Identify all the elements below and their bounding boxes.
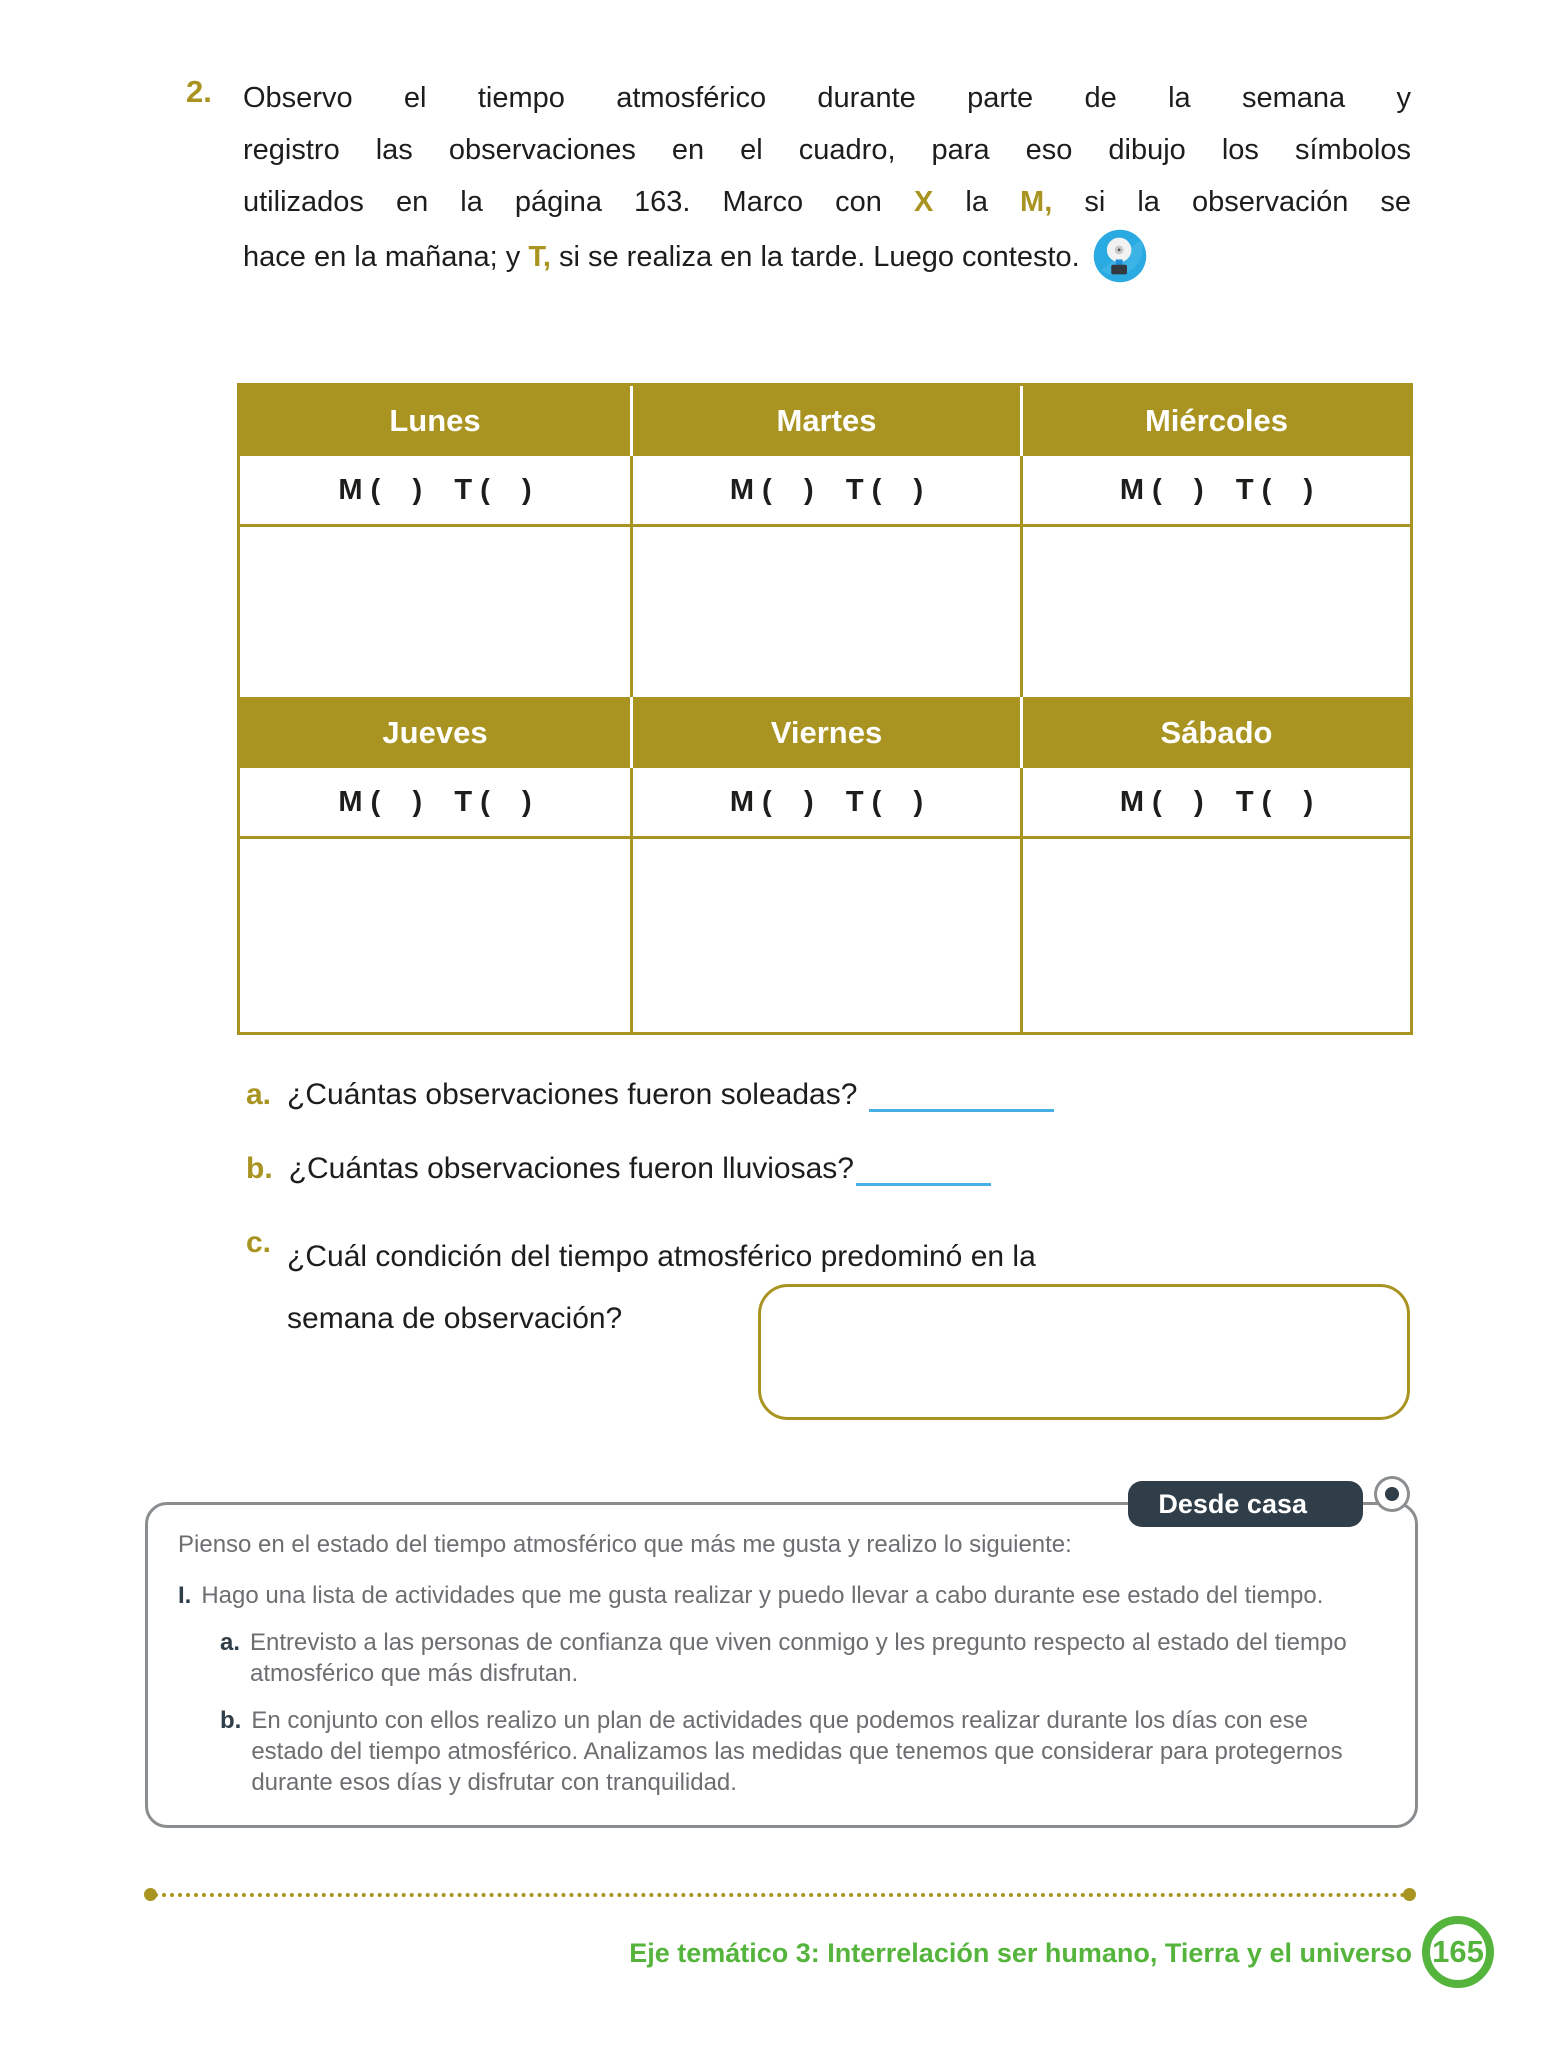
desde-casa-subitem-a xyxy=(220,1627,1385,1689)
observation-cell-miercoles[interactable] xyxy=(1020,527,1410,697)
mt-checkboxes-miercoles[interactable]: M ( ) T ( ) xyxy=(1020,456,1410,527)
marker-m: M, xyxy=(1020,186,1053,218)
observation-cell-jueves[interactable] xyxy=(240,839,630,1032)
instruction-number: 2. xyxy=(186,74,212,109)
page-number-badge xyxy=(1422,1916,1494,1988)
observation-cell-viernes[interactable] xyxy=(630,839,1020,1032)
question-c-answer-box[interactable] xyxy=(758,1284,1410,1420)
item-1-label: I. xyxy=(178,1582,192,1609)
mt-checkboxes-martes[interactable]: M ( ) T ( ) xyxy=(630,456,1020,527)
subitem-a-text: Entrevisto a las personas de confianza que viven conmigo y les pregunto respecto al estado del tiempo atmosférico que más disfrutan. xyxy=(250,1629,1347,1687)
table-header-lunes: Lunes xyxy=(240,386,630,456)
instruction-line-2: registro las observaciones en el cuadro, para eso dibujo los símbolos xyxy=(243,134,1411,166)
footer-eje-tematico: Eje temático 3: Interrelación ser humano, Tierra y el universo xyxy=(629,1938,1412,1968)
question-c-line-1: ¿Cuál condición del tiempo atmosférico predominó en la xyxy=(287,1240,1036,1273)
instruction-line-3b: la xyxy=(933,186,1021,218)
mt-checkboxes-lunes[interactable]: M ( ) T ( ) xyxy=(240,456,630,527)
marker-x: X xyxy=(914,186,934,218)
observation-cell-lunes[interactable] xyxy=(240,527,630,697)
desde-casa-box xyxy=(145,1488,1418,1828)
desde-casa-item-1 xyxy=(178,1580,1385,1611)
question-c-line-2: semana de observación? xyxy=(287,1302,623,1335)
table-header-martes: Martes xyxy=(630,386,1020,456)
question-b-answer-line[interactable] xyxy=(856,1152,991,1186)
instruction-line-3c: si la observación se xyxy=(1052,186,1412,218)
question-a xyxy=(246,1078,1054,1112)
instruction-line-4b: si se realiza en la tarde. Luego contesto. xyxy=(550,241,1080,273)
instruction-line-4a: hace en la mañana; y xyxy=(243,241,529,273)
question-a-answer-line[interactable] xyxy=(869,1078,1054,1112)
weather-observation-table xyxy=(237,383,1413,1035)
desde-casa-intro: Pienso en el estado del tiempo atmosférico que más me gusta y realizo lo siguiente: xyxy=(178,1531,1072,1558)
subitem-b-text: En conjunto con ellos realizo un plan de actividades que podemos realizar durante los días con ese estado del tiempo atmosférico. Analizamos las medidas que tenemos que considerar para protegernos durante esos días y disfrutar con tranquilidad. xyxy=(251,1707,1343,1796)
question-b-label: b. xyxy=(246,1152,273,1185)
badge-circle-icon xyxy=(1377,1479,1407,1509)
question-b xyxy=(246,1152,991,1186)
mt-checkboxes-sabado[interactable]: M ( ) T ( ) xyxy=(1020,768,1410,839)
page-number: 165 xyxy=(1432,1934,1484,1969)
mt-checkboxes-jueves[interactable]: M ( ) T ( ) xyxy=(240,768,630,839)
table-header-viernes: Viernes xyxy=(630,697,1020,768)
marker-t: T, xyxy=(528,241,551,273)
lightbulb-hint-icon xyxy=(1092,228,1148,284)
subitem-a-label: a. xyxy=(220,1629,241,1656)
observation-cell-sabado[interactable] xyxy=(1020,839,1410,1032)
instruction-line-1: Observo el tiempo atmosférico durante parte de la semana y xyxy=(243,82,1411,114)
question-a-label: a. xyxy=(246,1078,272,1111)
mt-checkboxes-viernes[interactable]: M ( ) T ( ) xyxy=(630,768,1020,839)
table-header-miercoles: Miércoles xyxy=(1020,386,1410,456)
question-c-label: c. xyxy=(246,1226,272,1259)
instruction-2 xyxy=(186,72,1412,284)
desde-casa-badge xyxy=(1128,1481,1363,1527)
question-a-text: ¿Cuántas observaciones fueron soleadas? xyxy=(287,1078,858,1111)
table-header-jueves: Jueves xyxy=(240,697,630,768)
question-b-text: ¿Cuántas observaciones fueron lluviosas? xyxy=(288,1152,854,1185)
desde-casa-badge-label: Desde casa xyxy=(1158,1488,1307,1519)
table-header-sabado: Sábado xyxy=(1020,697,1410,768)
instruction-line-3a: utilizados en la página 163. Marco con xyxy=(243,186,914,218)
desde-casa-subitem-b xyxy=(220,1705,1385,1798)
item-1-text: Hago una lista de actividades que me gusta realizar y puedo llevar a cabo durante ese estado del tiempo. xyxy=(201,1582,1324,1609)
instruction-text xyxy=(243,72,1411,284)
observation-cell-martes[interactable] xyxy=(630,527,1020,697)
subitem-b-label: b. xyxy=(220,1707,242,1734)
footer-dotted-divider xyxy=(154,1893,1406,1897)
question-c xyxy=(246,1226,1416,1350)
